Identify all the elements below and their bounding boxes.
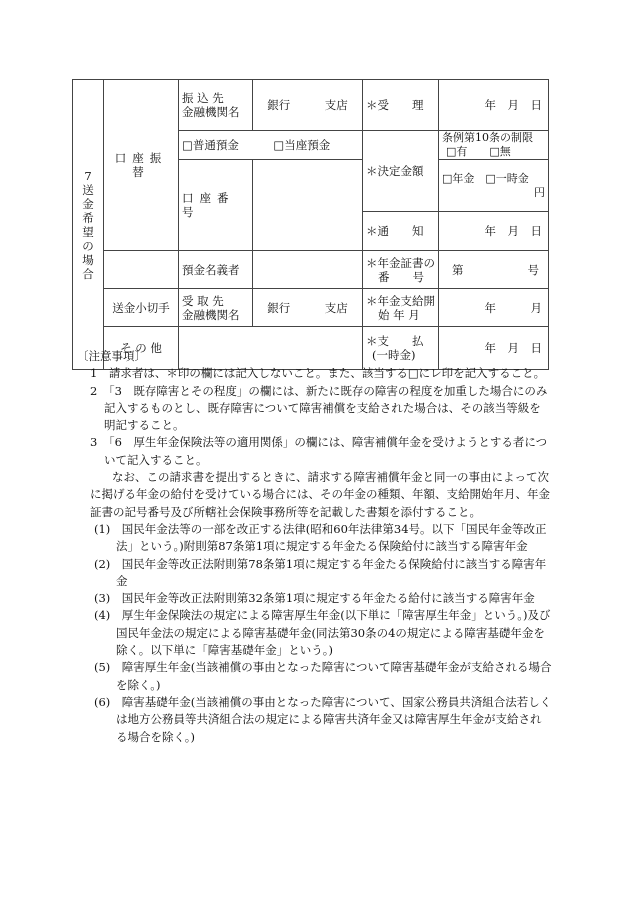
note-3: 3 「6 厚生年金保険法等の適用関係」の欄には、障害補償年金を受けようとする者について記入すること。 — [90, 435, 548, 467]
notes-heading: 〔注意事項〕 — [77, 349, 146, 363]
kettei-amount-field[interactable]: □年金 □一時金 円 — [439, 160, 549, 212]
shosho-label: ＊年金証書の 番 号 — [363, 251, 439, 289]
koza-furikae-label: 口座振替 — [104, 80, 179, 251]
koza-bangou-label: 口座番号 — [179, 160, 253, 251]
note-3-continued: なお、この請求書を提出するときに、請求する障害補償年金と同一の事由によって次に掲げる年金の給付を受けている場合には、その年金の種類、年額、支給開始年月、年金証書の記号番号及び所轄社会保険事務所等を記載した書類を添付すること。 — [90, 470, 550, 519]
sokin-kogitte-label: 送金小切手 — [104, 289, 179, 327]
shosho-field[interactable]: 第 号 — [439, 251, 549, 289]
koza-bangou-field[interactable] — [253, 160, 363, 251]
tsuchi-date-field[interactable]: 年 月 日 — [439, 212, 549, 251]
kettei-label: ＊決定金額 — [363, 131, 439, 212]
shiharai-label: ＊支 払 (一時金) — [363, 327, 439, 370]
shikyu-field[interactable]: 年 月 — [439, 289, 549, 327]
note-3-item-6: (6) 障害基礎年金(当該補償の事由となった障害について、国家公務員共済組合法若しくは地方公務員等共済組合法の規定による障害共済年金又は障害厚生年金が支給される場合を除く。) — [94, 694, 552, 744]
uketori-label: 受 取 先 金融機関名 — [179, 289, 253, 327]
notes-section — [77, 348, 552, 746]
sonota-label: そ の 他 — [104, 327, 179, 370]
juri-date-field[interactable]: 年 月 日 — [439, 80, 549, 131]
section-number: 7 — [84, 168, 92, 183]
koza-blank-cell — [104, 251, 179, 289]
remittance-form-table — [72, 79, 549, 370]
furikomi-label: 振 込 先 金融機関名 — [179, 80, 253, 131]
seigen-field[interactable]: 条例第10条の制限 □有 □無 — [439, 131, 549, 160]
meigi-field[interactable] — [253, 251, 363, 289]
section-7-label: 7 送 金 希 望 の 場 合 — [73, 80, 104, 370]
uketori-bank-field[interactable]: 銀行 支店 — [253, 289, 363, 327]
deposit-type-checkboxes[interactable]: □普通預金 □当座預金 — [179, 131, 363, 160]
furikomi-bank-field[interactable]: 銀行 支店 — [253, 80, 363, 131]
shiharai-date-field[interactable]: 年 月 日 — [439, 327, 549, 370]
note-3-item-5: (5) 障害厚生年金(当該補償の事由となった障害について障害基礎年金が支給される場合を除く。) — [94, 660, 552, 692]
note-3-item-2: (2) 国民年金等改正法附則第78条第1項に規定する年金たる保険給付に該当する障害年金 — [94, 556, 547, 588]
note-3-item-4: (4) 厚生年金保険法の規定による障害厚生年金(以下単に「障害厚生年金」という。)及び国民年金法の規定による障害基礎年金(同法第30条の4の規定による障害基礎年金を除く。以下単に「障害基礎年金」という。) — [94, 608, 551, 658]
note-3-item-3: (3) 国民年金等改正法附則第32条第1項に規定する年金たる給付に該当する障害年金 — [94, 591, 535, 606]
meigi-label: 預金名義者 — [179, 251, 253, 289]
note-3-item-1: (1) 国民年金法等の一部を改正する法律(昭和60年法律第34号。以下「国民年金等改正法」という。)附則第87条第1項に規定する年金たる保険給付に該当する障害年金 — [94, 521, 547, 554]
juri-label: ＊受 理 — [363, 80, 439, 131]
tsuchi-label: ＊通 知 — [363, 212, 439, 251]
note-1: 1 請求者は、＊印の欄には記入しないこと。また、該当する□にレ印を記入すること。 — [90, 366, 546, 381]
shikyu-label: ＊年金支給開 始 年 月 — [363, 289, 439, 327]
note-2: 2 「3 既存障害とその程度」の欄には、新たに既存の障害の程度を加重した場合にのみ記入するものとし、既存障害について障害補償を支給された場合は、その該当等級を明記すること。 — [90, 383, 548, 433]
